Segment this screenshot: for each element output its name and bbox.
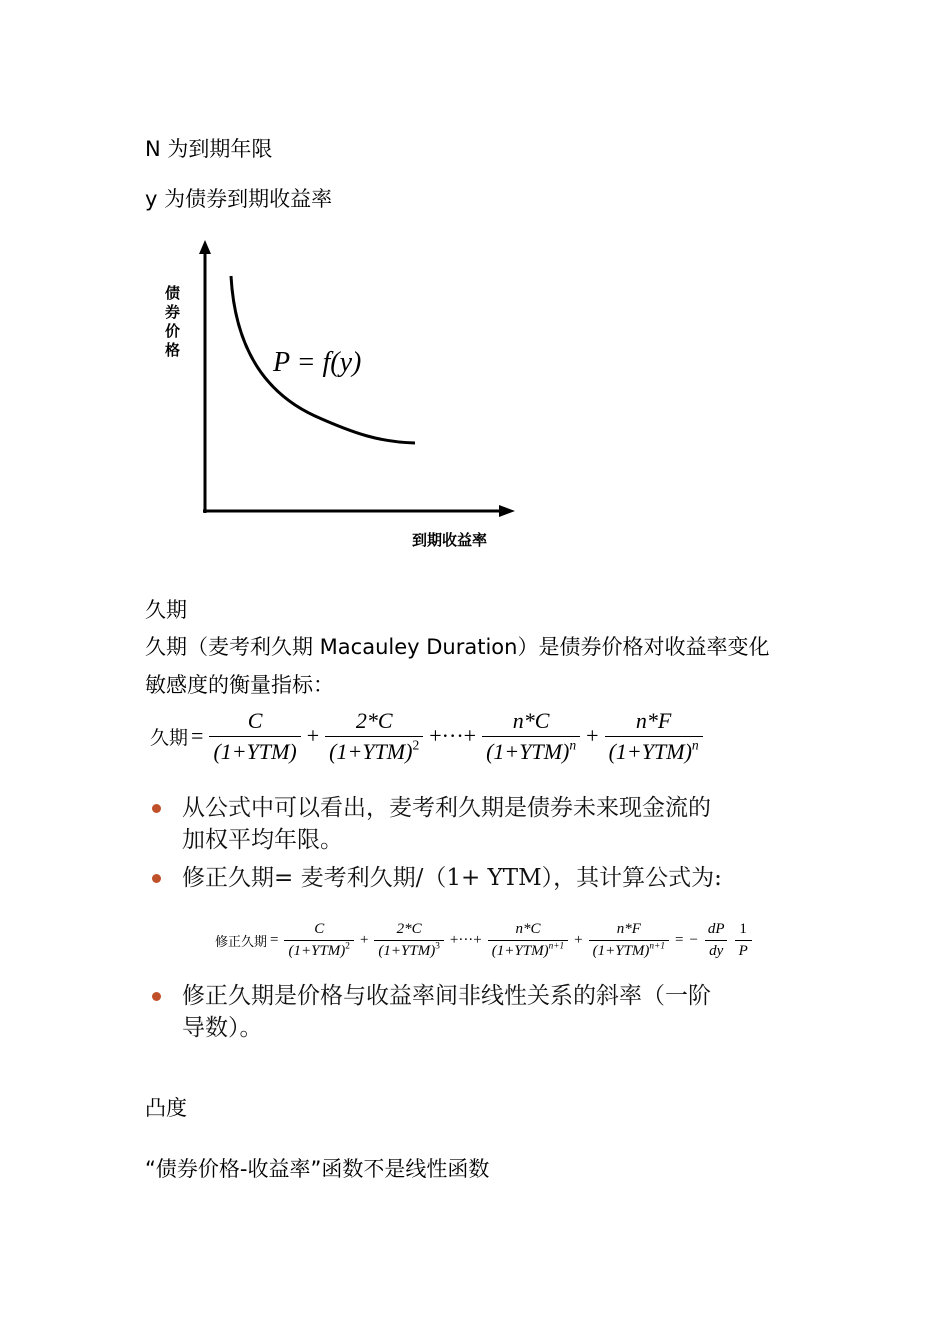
formula-term: $\frac{n*F}{(1+YTM)^n}$	[605, 708, 703, 765]
y-axis-arrow	[199, 240, 211, 254]
formula-term: $\frac{2*C}{(1+YTM)^2}$	[325, 708, 423, 765]
bullet-icon	[152, 992, 161, 1001]
derivative-fraction: $\frac{dP}{dy}$	[704, 921, 729, 960]
formula-term: $\frac{C}{(1+YTM)^2}$	[284, 921, 353, 960]
n-definition: N 为到期年限	[145, 137, 273, 161]
reciprocal-price-fraction: $\frac{1}{P}$	[735, 921, 752, 960]
bullet-item-2: 修正久期= 麦考利久期/（1+ YTM），其计算公式为:	[152, 862, 722, 894]
bullet-icon	[152, 804, 161, 813]
formula-term: $\frac{n*C}{(1+YTM)^n}$	[482, 708, 580, 765]
convexity-description: “债券价格-收益率”函数不是线性函数	[145, 1157, 490, 1181]
bullet-icon	[152, 874, 161, 883]
modified-duration-formula: 修正久期 = $\frac{C}{(1+YTM)^2}$ + $\frac{2*C}{(1+YTM)^3}$ +···+ $\frac{n*C}{(1+YTM)^{n+1}}$ + $\frac{n*F}{(1+YTM)^{n+1}}$ = − $\frac{dP}{dy}$ $\frac{1}{P}$	[215, 912, 755, 968]
formula-term: $\frac{n*C}{(1+YTM)^{n+1}}$	[488, 921, 568, 960]
formula-lhs: 修正久期	[215, 934, 268, 950]
y-axis-label: 债券价格	[165, 284, 181, 359]
formula-lhs: 久期	[150, 726, 189, 749]
x-axis-arrow	[499, 505, 515, 517]
bullet-item-1: 从公式中可以看出，麦考利久期是债券未来现金流的 加权平均年限。	[152, 792, 711, 856]
duration-description-line1: 久期（麦考利久期 Macauley Duration）是债券价格对收益率变化	[145, 635, 770, 659]
price-yield-chart	[155, 238, 535, 558]
duration-heading: 久期	[145, 598, 187, 622]
y-definition: y 为债券到期收益率	[145, 187, 333, 211]
bullet-item-3: 修正久期是价格与收益率间非线性关系的斜率（一阶 导数）。	[152, 980, 711, 1044]
formula-ellipsis: +···+	[449, 931, 482, 948]
duration-description-line2: 敏感度的衡量指标：	[145, 673, 334, 697]
formula-term: $\frac{C}{\text{(1+YTM)}}$	[209, 708, 300, 765]
formula-term: $\frac{n*F}{(1+YTM)^{n+1}}$	[589, 921, 669, 960]
duration-formula: 久期 = $\frac{C}{\text{(1+YTM)}}$ + $\frac{2*C}{(1+YTM)^2}$ +···+ $\frac{n*C}{(1+YTM)^n}$ + $\frac{n*F}{(1+YTM)^n}$	[150, 700, 706, 772]
curve-label: P = f(y)	[273, 347, 362, 378]
formula-ellipsis: +···+	[429, 723, 477, 748]
x-axis-label: 到期收益率	[412, 531, 488, 549]
formula-term: $\frac{2*C}{(1+YTM)^3}$	[374, 921, 443, 960]
convexity-heading: 凸度	[145, 1096, 187, 1120]
